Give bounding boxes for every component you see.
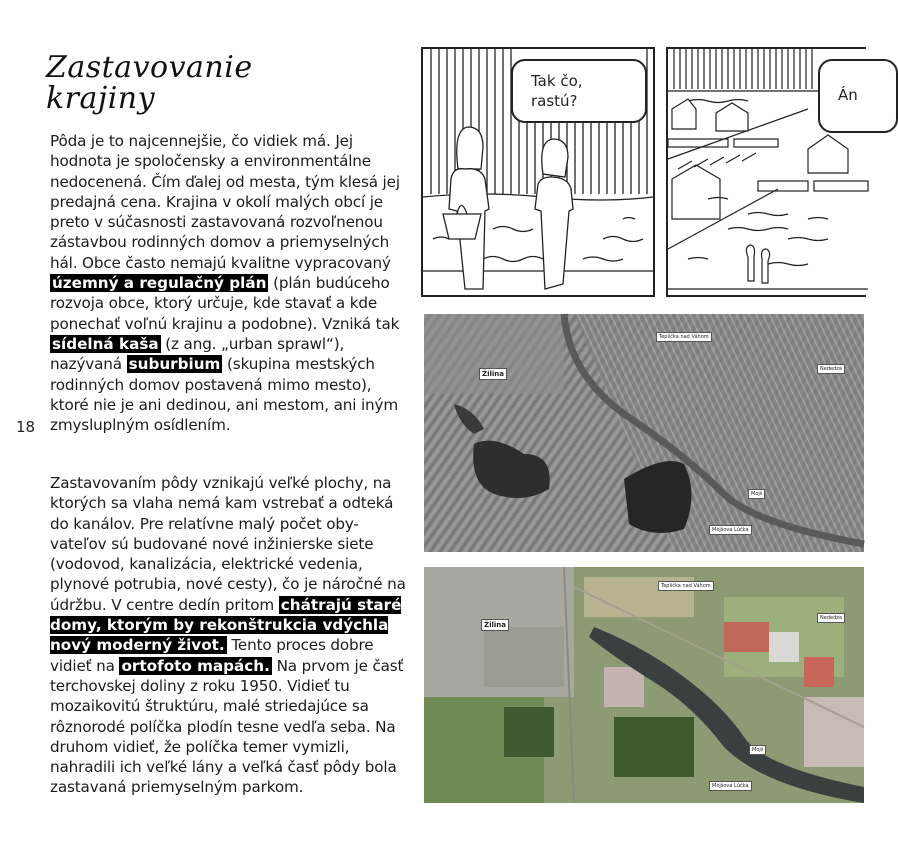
map-label-mojsova-lucka: Mojšova Lúčka: [709, 781, 752, 791]
text: (skupina mestských rodinných domov postavená mimo mesto), ktoré nie je ani dedinou, ani mestom, ani iným zmysluplným osídlením.: [50, 355, 398, 435]
map-label-mojsova-lucka: Mojšova Lúčka: [709, 525, 752, 535]
speech-text: Án: [838, 86, 858, 104]
aerial-image-bw: [424, 314, 864, 552]
text: (plán budúceho rozvoja obce, ktorý určuje, kde stavať a kde ponechať voľnú krajinu a podobne). Vzniká tak: [50, 274, 400, 333]
text: Na prvom je časť terchovskej doliny z roku 1950. Vidieť tu mozaikovitú štruktúru, malé striedajúce sa rôznorodé políčka plodín tesne vedľa seba. Na druhom vidieť, že políčka temer vymizli, nahradili ich veľké lány a veľká časť pôdy bola zastavaná priemyselným parkom.: [50, 656, 404, 797]
orthophoto-recent: [424, 567, 864, 803]
aerial-image-color: [424, 567, 864, 803]
highlight-urban-sprawl: sídelná kaša: [52, 334, 159, 353]
highlight-decaying-houses: chátrajú staré domy, ktorým by rekonštrukcia vdýchla nový moderný život.: [50, 595, 402, 655]
orthophoto-1950: [424, 314, 864, 552]
speech-bubble-1: [511, 59, 647, 123]
highlight-spatial-plan: územný a regulačný plán: [52, 274, 267, 293]
comic-panel-2: [666, 47, 866, 297]
speech-bubble-2: [818, 59, 898, 133]
page-title: [46, 52, 253, 114]
map-label-nededza: Nededza: [817, 613, 845, 623]
text: (z ang. „urban sprawl“), nazývaná: [50, 334, 345, 374]
page-number: 18: [16, 418, 36, 436]
highlight-suburbium: suburbium: [128, 355, 221, 374]
map-label-mojs: Mojš: [749, 745, 766, 755]
map-label-nededza: Nededza: [817, 364, 845, 374]
highlight-orthophoto: ortofoto mapách.: [121, 656, 270, 675]
paragraph-1: [50, 131, 410, 435]
paragraph-2: [50, 473, 410, 798]
map-label-teplicka: Teplička nad Váhom: [658, 581, 714, 591]
text: Zastavovaním pôdy vznikajú veľké plochy, na ktorých sa vlaha nemá kam vstrebať a odteká do kanálov. Pre relatívne malý počet oby-vateľov sú budované nové inžinierske siete (vodovod, kanalizácia, elektrické vedenia, plynové potrubia, nové cesty), čo je náročné na údržbu. V centre dedín pritom: [50, 474, 406, 614]
map-label-zilina: Žilina: [479, 368, 507, 380]
comic-panel-1: [421, 47, 655, 297]
map-label-zilina: Žilina: [481, 619, 509, 631]
speech-text-line-1: Tak čo,: [531, 72, 583, 90]
text: Tento proces dobre vidieť na: [50, 636, 374, 675]
text: Pôda je to najcennejšie, čo vidiek má. Jej hodnota je spoločensky a environmentálne nedocenená. Čím ďalej od mesta, tým klesá jej predajná cena. Krajina v okolí malých obcí je preto v súčasnosti zastavovaná rozvoľnenou zástavbou rodinných domov a priemyselných hál. Obce často nemajú kvalitne vypracovaný: [50, 132, 400, 272]
speech-text-line-2: rastú?: [531, 92, 578, 110]
title-line-1: Zastavovanie: [46, 50, 253, 85]
map-label-teplicka: Teplička nad Váhom: [656, 332, 712, 342]
map-label-mojs: Mojš: [748, 489, 765, 499]
title-line-2: krajiny: [46, 81, 156, 116]
